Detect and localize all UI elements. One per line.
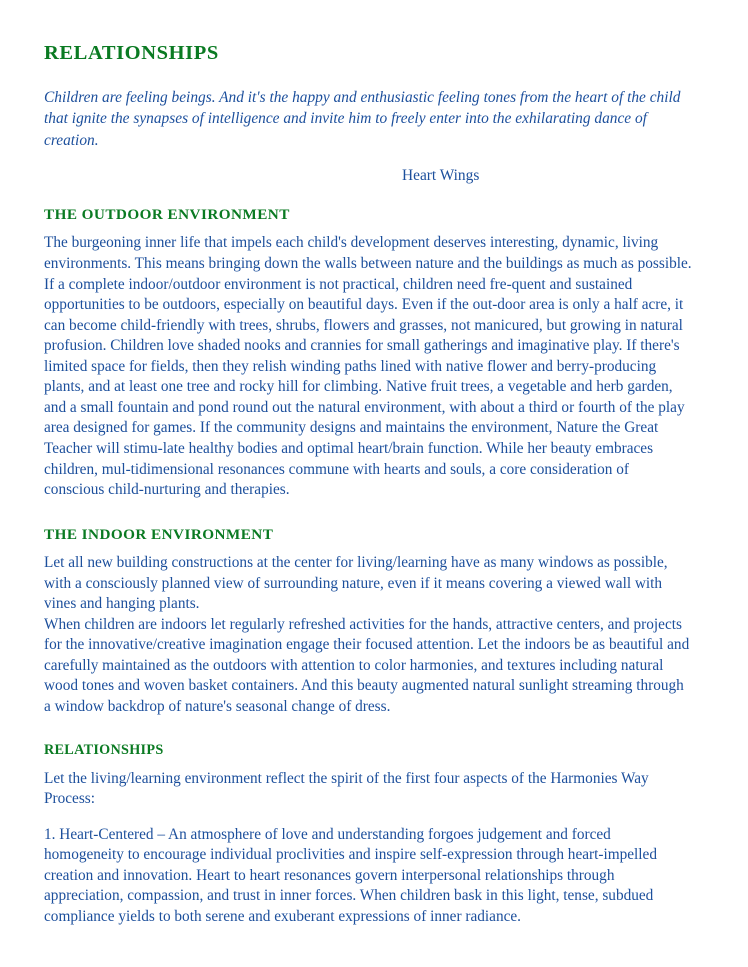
section-paragraph-relationships-1: Let the living/learning environment reflect the spirit of the first four aspects of the Harmonies Way Process:: [44, 769, 649, 808]
section-paragraph-indoor-2: When children are indoors let regularly refreshed activities for the hands, attractive centers, and projects for the innovative/creative imagination engage their focused attention. Let the indoors be as beautiful and carefully maintained as the outdoors with attention to color harmonies, and textures including natural wood tones and woven basket containers. And this beauty augmented natural sunlight streaming through a window backdrop of nature's seasonal change of dress.: [44, 615, 690, 715]
spacer: [44, 186, 702, 192]
epigraph-attribution: Heart Wings: [402, 167, 480, 185]
spacer: [44, 810, 702, 816]
section-heading-outdoor-environment: THE OUTDOOR ENVIRONMENT: [44, 206, 290, 224]
spacer: [44, 501, 702, 512]
section-paragraph-relationships-heart-centered: 1. Heart-Centered – An atmosphere of love and understanding forgoes judgement and forced homogeneity to encourage individual proclivities and inspire self-expression through heart-impelled creation and innovation. Heart to heart resonances govern interpersonal relationships through appreciation, compassion, and trust in inner forces. When children bask in this light, tense, subdued compliance yields to both serene and exuberant expressions of inner radiance.: [44, 825, 657, 925]
section-heading-indoor-environment: THE INDOOR ENVIRONMENT: [44, 525, 274, 543]
section-paragraph-outdoor-1: The burgeoning inner life that impels each child's development deserves interesting, dynamic, living environments. This means bringing down the walls between nature and the buildings as much as possible. If a complete indoor/outdoor environment is not practical, children need fre-quent and sustained opportunities to be outdoors, especially on beautiful days. Even if the out-door area is only a half acre, it can become child-friendly with trees, shrubs, flowers and grasses, not manicured, but growing in natural profusion. Children love shaded nooks and crannies for small gatherings and imaginative play. If there's limited space for fields, then they relish winding paths lined with native flower and berry-producing plants, and at least one tree and rocky hill for climbing. Native fruit trees, a vegetable and herb garden, and a small fountain and pond round out the natural environment, with about a third or fourth of the play area designed for games. If the community designs and maintains the environment, Nature the Great Teacher will stimu-late healthy bodies and optimal heart/brain function. While her beauty embraces children, mul-tidimensional resonances commune with hearts and souls, a core consideration of conscious child-nurturing and therapies.: [44, 234, 692, 499]
page-title: RELATIONSHIPS: [44, 42, 219, 64]
spacer: [44, 717, 702, 728]
section-paragraph-indoor-1: Let all new building constructions at the center for living/learning have as many windows as possible, with a consciously planned view of surrounding nature, even if it means covering a viewed wall with vines and hanging plants.: [44, 553, 668, 613]
epigraph-quote: Children are feeling beings. And it's the happy and enthusiastic feeling tones from the heart of the child that ignite the synapses of intelligence and invite him to freely enter into the exhilarating dance of creation.: [44, 88, 681, 150]
section-heading-relationships: RELATIONSHIPS: [44, 742, 164, 759]
